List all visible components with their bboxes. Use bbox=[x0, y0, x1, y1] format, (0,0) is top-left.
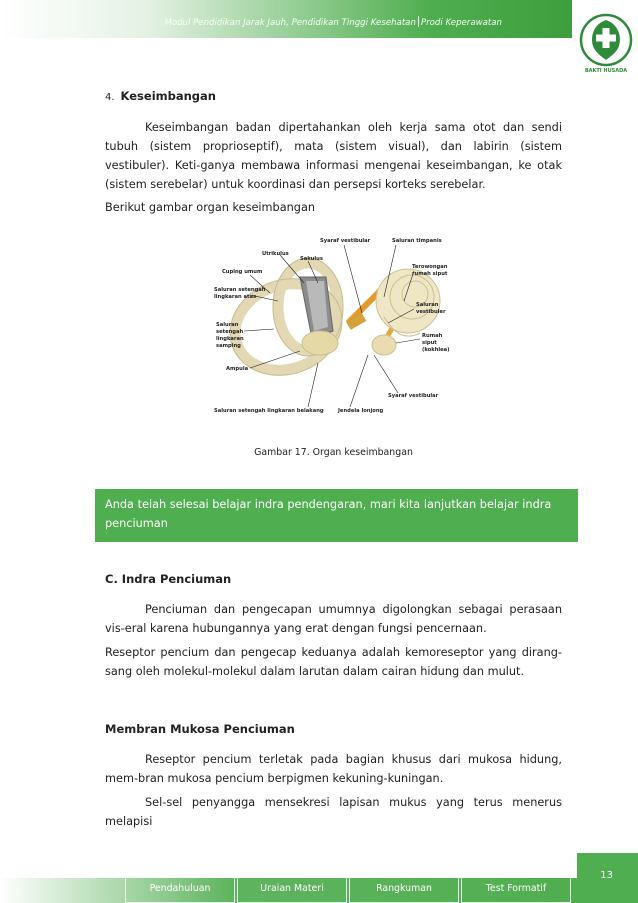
header-bar bbox=[0, 0, 572, 38]
header-separator bbox=[418, 16, 419, 27]
label-sakulus: Sakulus bbox=[300, 256, 323, 262]
label-utrikulus: Utrikulus bbox=[262, 251, 289, 257]
label-setengah-belakang: Saluran setengah lingkaran belakang bbox=[214, 408, 324, 414]
section-number: 4. bbox=[105, 92, 115, 103]
label-saluran-timpanis: Saluran timpanis bbox=[392, 238, 442, 244]
section-heading: C. Indra Penciuman bbox=[105, 572, 232, 586]
label-rumah-siput-2: siput bbox=[422, 340, 437, 346]
tab-rangkuman[interactable]: Rangkuman bbox=[349, 878, 459, 903]
section-keseimbangan bbox=[105, 87, 562, 217]
paragraph: Reseptor pencium terletak pada bagian khusus dari mukosa hidung, mem-bran mukosa pencium berpigmen kekuning-kuningan. bbox=[105, 753, 562, 785]
footer-nav bbox=[125, 878, 573, 903]
label-samping-3: lingkaran bbox=[216, 336, 244, 342]
label-ampula: Ampula bbox=[226, 366, 249, 372]
label-vestibuler-2: vestibuler bbox=[416, 309, 446, 315]
label-terowongan-2: rumah siput bbox=[412, 271, 448, 277]
label-samping-2: setengah bbox=[216, 329, 244, 335]
logo-text: BAKTI HUSADA bbox=[584, 68, 628, 74]
label-syaraf-vestibular-bottom: Syaraf vestibular bbox=[388, 393, 439, 399]
ear-balance-organ-figure bbox=[208, 231, 460, 418]
tab-test-formatif[interactable]: Test Formatif bbox=[461, 878, 571, 903]
paragraph: Berikut gambar organ keseimbangan bbox=[105, 201, 316, 214]
page-number: 13 bbox=[577, 853, 638, 903]
program-name: Prodi Keperawatan bbox=[420, 18, 502, 28]
label-vestibuler: Saluran bbox=[416, 302, 439, 308]
paragraph: Penciuman dan pengecapan umumnya digolongkan sebagai perasaan vis-eral karena hubungannya yang erat dengan fungsi pencernaan. bbox=[105, 603, 562, 635]
label-terowongan: Terowongan bbox=[412, 264, 448, 270]
info-box: Anda telah selesai belajar indra pendengaran, mari kita lanjutkan belajar indra penciuman bbox=[95, 489, 578, 542]
header-text bbox=[164, 16, 502, 28]
label-rumah-siput-3: (kokhlea) bbox=[422, 347, 450, 353]
label-cuping-umum: Cuping umum bbox=[222, 269, 263, 275]
tab-uraian-materi[interactable]: Uraian Materi bbox=[237, 878, 347, 903]
section-membran-mukosa bbox=[105, 720, 562, 831]
section-title: Keseimbangan bbox=[120, 89, 216, 103]
label-setengah-atas: Saluran setengah bbox=[214, 287, 266, 293]
paragraph: Sel-sel penyangga mensekresi lapisan mukus yang terus menerus melapisi bbox=[105, 796, 562, 828]
label-syaraf-vestibular-top: Syaraf vestibular bbox=[320, 238, 371, 244]
module-title: Modul Pendidikan Jarak Jauh, Pendidikan Tinggi Kesehatan bbox=[164, 18, 416, 28]
label-setengah-atas-2: lingkaran atas bbox=[214, 294, 257, 300]
label-samping: Saluran bbox=[216, 322, 239, 328]
bakti-husada-logo-icon bbox=[578, 4, 634, 78]
paragraph: Reseptor pencium dan pengecap keduanya adalah kemoreseptor yang dirang-sang oleh molekul-molekul dalam larutan dalam cairan hidung dan mulut. bbox=[105, 646, 562, 678]
label-jendela-lonjong: Jendela lonjong bbox=[338, 408, 384, 414]
label-rumah-siput: Rumah bbox=[422, 333, 443, 339]
tab-pendahuluan[interactable]: Pendahuluan bbox=[125, 878, 235, 903]
paragraph: Keseimbangan badan dipertahankan oleh kerja sama otot dan sendi tubuh (sistem proprioseptif), mata (sistem visual), dan labirin (sistem vestibuler). Keti-ganya membawa informasi mengenai keseimbangan, ke otak (sistem serebelar) untuk koordinasi dan persepsi korteks serebelar. bbox=[105, 121, 562, 191]
label-samping-4: samping bbox=[216, 343, 241, 349]
figure-caption: Gambar 17. Organ keseimbangan bbox=[254, 447, 413, 458]
section-heading: Membran Mukosa Penciuman bbox=[105, 722, 295, 736]
section-indra-penciuman bbox=[105, 570, 562, 681]
section-heading bbox=[105, 87, 562, 107]
